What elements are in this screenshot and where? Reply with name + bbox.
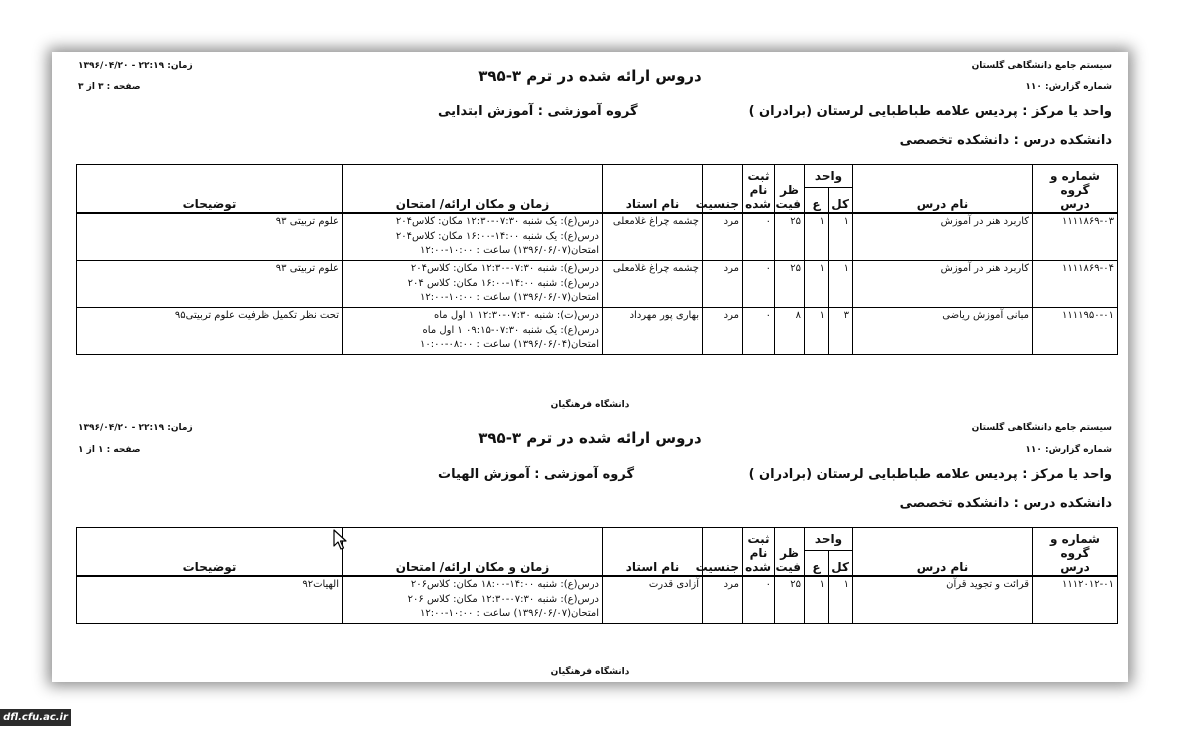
header-teacher: نام استاد	[603, 528, 703, 577]
enrolled: ۰	[743, 213, 775, 261]
course-name: قرائت و تجوید قرآن	[853, 576, 1033, 624]
teacher: چشمه چراغ غلامعلی	[603, 213, 703, 261]
units-total: ۱	[829, 213, 853, 261]
notes: علوم تربیتی ۹۳	[77, 213, 343, 261]
capacity: ۲۵	[775, 213, 805, 261]
course-name: مبانی آموزش ریاضی	[853, 308, 1033, 355]
schedule: درس(ع): یک شنبه ۰۷:۳۰-۱۲:۳۰ مکان: کلاس۲۰۴ درس(ع): یک شنبه ۱۴:۰۰-۱۶:۰۰ مکان: کلاس۲۰۴ امتحان(۱۳۹۶/۰۶/۰۷) ساعت : ۱۰:۰۰-۱۲:۰۰	[343, 213, 603, 261]
units-practical: ۱	[805, 261, 829, 308]
header-code: شماره و گروه درس	[1033, 528, 1118, 577]
course-name: کاربرد هنر در آموزش	[853, 213, 1033, 261]
notes: الهیات۹۲	[77, 576, 343, 624]
header-notes: توضیحات	[77, 165, 343, 214]
group-label: گروه آموزشی : آموزش ابتدایی	[438, 104, 638, 119]
footer-university: دانشگاه فرهنگیان	[550, 667, 630, 677]
table-row	[77, 261, 1118, 308]
enrolled: ۰	[743, 308, 775, 355]
units-total: ۳	[829, 308, 853, 355]
page-number: صفحه : ۳ از ۳	[78, 82, 141, 92]
units-total: ۱	[829, 576, 853, 624]
schedule: درس(ت): شنبه ۰۷:۳۰-۱۲:۳۰ ۱ اول ماه درس(ع): یک شنبه ۰۷:۳۰-۰۹:۱۵ ۱ اول ماه امتحان(۱۳۹۶/۰۶/۰۴) ساعت : ۰۸:۰۰-۱۰:۰۰	[343, 308, 603, 355]
course-code: ۱۱۱۱۹۵۰-۰۱	[1033, 308, 1118, 355]
report-time: زمان: ۲۲:۱۹ - ۱۳۹۶/۰۴/۲۰	[78, 423, 193, 433]
header-units: واحد	[805, 528, 853, 551]
report-time: زمان: ۲۲:۱۹ - ۱۳۹۶/۰۴/۲۰	[78, 61, 193, 71]
capacity: ۲۵	[775, 261, 805, 308]
mouse-pointer-icon	[333, 529, 347, 551]
header-units-total: کل	[829, 188, 853, 214]
course-code: ۱۱۱۱۸۶۹-۰۳	[1033, 213, 1118, 261]
table-row	[77, 576, 1118, 624]
header-capacity: ظر فیت	[775, 528, 805, 577]
schedule: درس(ع): شنبه ۱۴:۰۰-۱۸:۰۰ مکان: کلاس۲۰۶ درس(ع): شنبه ۰۷:۳۰-۱۲:۳۰ مکان: کلاس ۲۰۶ امتحان(۱۳۹۶/۰۶/۰۷) ساعت : ۱۰:۰۰-۱۲:۰۰	[343, 576, 603, 624]
footer-university: دانشگاه فرهنگیان	[550, 400, 630, 410]
report-number: شماره گزارش: ۱۱۰	[1025, 82, 1112, 92]
capacity: ۲۵	[775, 576, 805, 624]
header-teacher: نام استاد	[603, 165, 703, 214]
header-enrolled: ثبت نام شده	[743, 528, 775, 577]
faculty-label: دانشکده درس : دانشکده تخصصی	[899, 133, 1112, 148]
header-gender: جنسیت	[703, 165, 743, 214]
teacher: بهاری پور مهرداد	[603, 308, 703, 355]
notes: تحت نظر تکمیل ظرفیت علوم تربیتی۹۵	[77, 308, 343, 355]
header-schedule: زمان و مکان ارائه/ امتحان	[343, 165, 603, 214]
courses-table	[76, 164, 1118, 355]
header-units-practical: ع	[805, 188, 829, 214]
header-units-practical: ع	[805, 551, 829, 577]
enrolled: ۰	[743, 576, 775, 624]
header-units: واحد	[805, 165, 853, 188]
units-practical: ۱	[805, 576, 829, 624]
header-gender: جنسیت	[703, 528, 743, 577]
header-schedule: زمان و مکان ارائه/ امتحان	[343, 528, 603, 577]
site-watermark: dfl.cfu.ac.ir	[0, 709, 71, 726]
report-title: دروس ارائه شده در ترم ۳-۳۹۵	[478, 429, 702, 447]
table-row	[77, 213, 1118, 261]
gender: مرد	[703, 308, 743, 355]
header-code: شماره و گروه درس	[1033, 165, 1118, 214]
header-units-total: کل	[829, 551, 853, 577]
header-name: نام درس	[853, 528, 1033, 577]
courses-table	[76, 527, 1118, 624]
notes: علوم تربیتی ۹۳	[77, 261, 343, 308]
enrolled: ۰	[743, 261, 775, 308]
teacher: چشمه چراغ غلامعلی	[603, 261, 703, 308]
header-enrolled: ثبت نام شده	[743, 165, 775, 214]
report-page	[52, 52, 1128, 682]
header-notes: توضیحات	[77, 528, 343, 577]
gender: مرد	[703, 213, 743, 261]
header-capacity: ظر فیت	[775, 165, 805, 214]
unit-label: واحد یا مرکز : پردیس علامه طباطبایی لرستان (برادران )	[748, 467, 1112, 482]
course-code: ۱۱۱۲۰۱۲-۰۱	[1033, 576, 1118, 624]
gender: مرد	[703, 261, 743, 308]
page-number: صفحه : ۱ از ۱	[78, 445, 141, 455]
units-total: ۱	[829, 261, 853, 308]
units-practical: ۱	[805, 308, 829, 355]
capacity: ۸	[775, 308, 805, 355]
table-row	[77, 308, 1118, 355]
teacher: آزادی قدرت	[603, 576, 703, 624]
system-name: سیستم جامع دانشگاهی گلستان	[971, 423, 1112, 433]
report-number: شماره گزارش: ۱۱۰	[1025, 445, 1112, 455]
course-name: کاربرد هنر در آموزش	[853, 261, 1033, 308]
units-practical: ۱	[805, 213, 829, 261]
faculty-label: دانشکده درس : دانشکده تخصصی	[899, 496, 1112, 511]
schedule: درس(ع): شنبه ۰۷:۳۰-۱۲:۳۰ مکان: کلاس۲۰۴ درس(ع): شنبه ۱۴:۰۰-۱۶:۰۰ مکان: کلاس ۲۰۴ امتحان(۱۳۹۶/۰۶/۰۷) ساعت : ۱۰:۰۰-۱۲:۰۰	[343, 261, 603, 308]
group-label: گروه آموزشی : آموزش الهیات	[438, 467, 635, 482]
course-code: ۱۱۱۱۸۶۹-۰۴	[1033, 261, 1118, 308]
report-title: دروس ارائه شده در ترم ۳-۳۹۵	[478, 67, 702, 85]
system-name: سیستم جامع دانشگاهی گلستان	[971, 61, 1112, 71]
unit-label: واحد یا مرکز : پردیس علامه طباطبایی لرستان (برادران )	[748, 104, 1112, 119]
header-name: نام درس	[853, 165, 1033, 214]
gender: مرد	[703, 576, 743, 624]
